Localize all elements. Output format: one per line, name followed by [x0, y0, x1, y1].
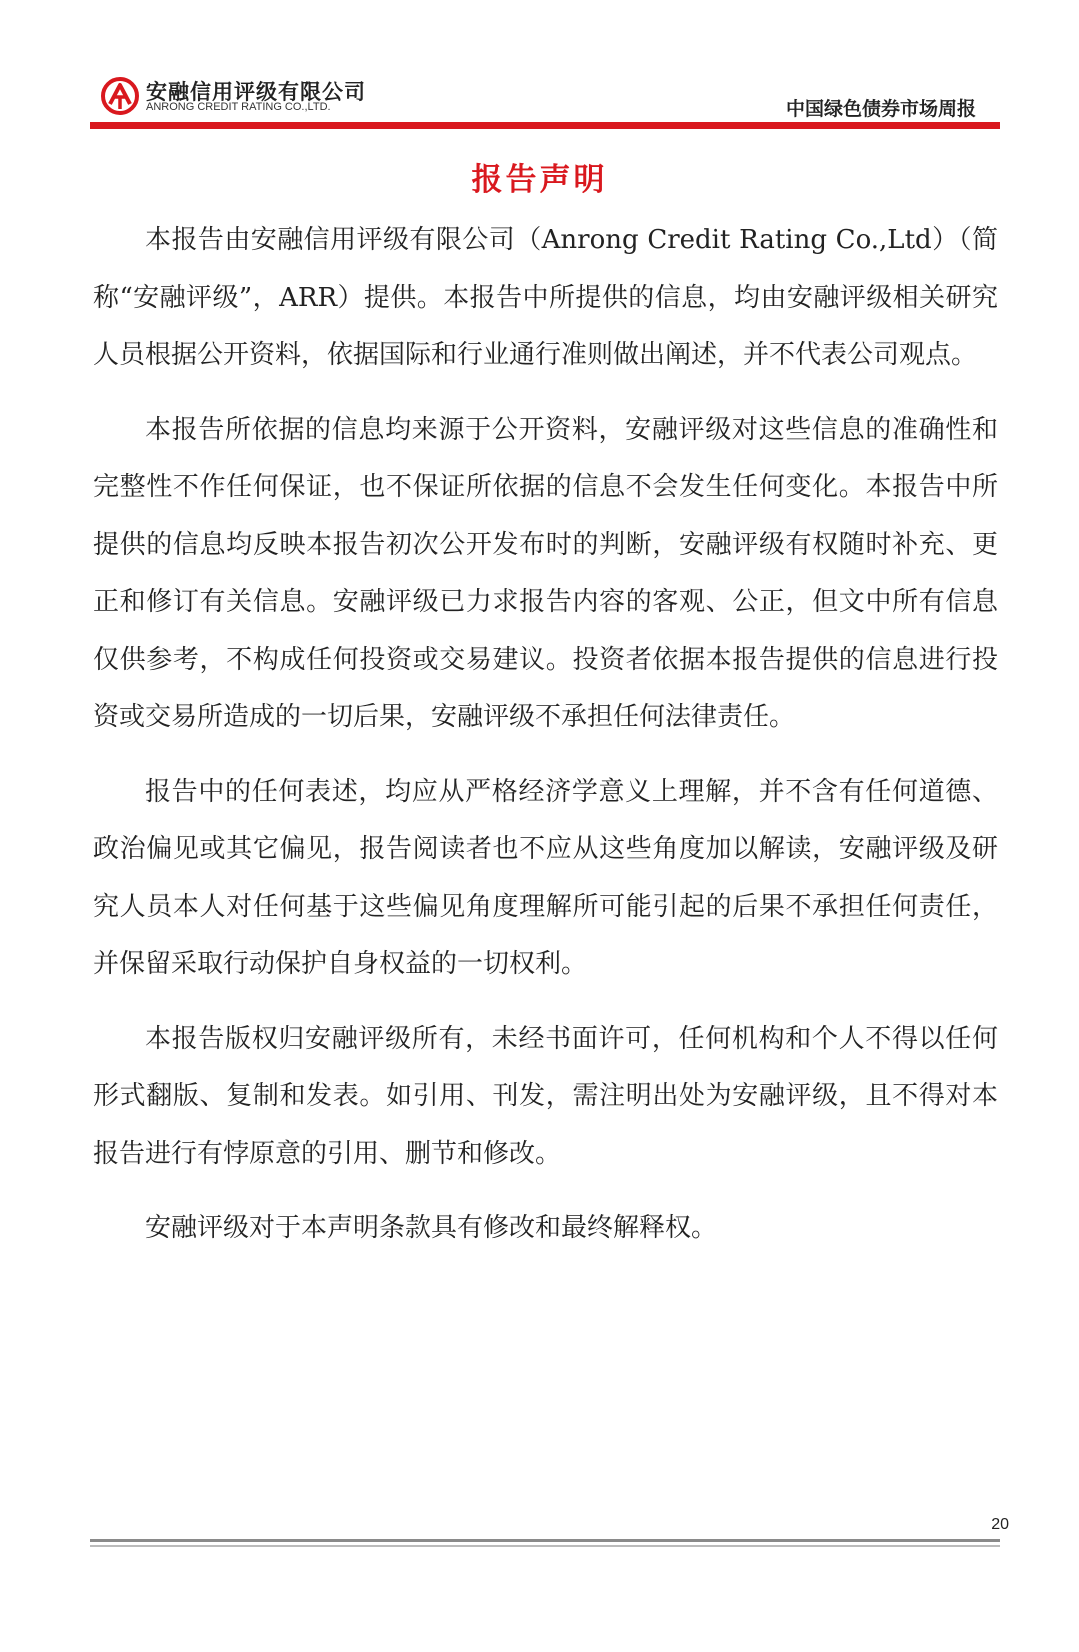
page-number: 20 [991, 1516, 1009, 1533]
footer-divider [90, 1539, 1000, 1542]
header-divider [90, 122, 1000, 129]
statement-paragraph: 安融评级对于本声明条款具有修改和最终解释权。 [145, 1213, 718, 1243]
page-title: 报告声明 [471, 162, 608, 198]
footer-divider-secondary [90, 1545, 1000, 1547]
statement-body [93, 212, 998, 1275]
company-name-en: ANRONG CREDIT RATING CO.,LTD. [146, 101, 331, 113]
report-series-title: 中国绿色债券市场周报 [785, 98, 976, 120]
statement-paragraph: 本报告由安融信用评级有限公司（Anrong Credit Rating Co.,Ltd）（简称“安融评级”，ARR）提供。本报告中所提供的信息，均由安融评级相关研究人员根据公开资料，依据国际和行业通行准则做出阐述，并不代表公司观点。 [93, 225, 998, 370]
statement-paragraph: 本报告所依据的信息均来源于公开资料，安融评级对这些信息的准确性和完整性不作任何保证，也不保证所依据的信息不会发生任何变化。本报告中所提供的信息均反映本报告初次公开发布时的判断，安融评级有权随时补充、更正和修订有关信息。安融评级已力求报告内容的客观、公正，但文中所有信息仅供参考，不构成任何投资或交易建议。投资者依据本报告提供的信息进行投资或交易所造成的一切后果，安融评级不承担任何法律责任。 [93, 414, 998, 732]
anrong-logo-icon [100, 76, 140, 116]
statement-paragraph: 本报告版权归安融评级所有，未经书面许可，任何机构和个人不得以任何形式翻版、复制和发表。如引用、刊发，需注明出处为安融评级，且不得对本报告进行有悖原意的引用、删节和修改。 [93, 1023, 998, 1169]
company-name-cn: 安融信用评级有限公司 [146, 80, 366, 104]
statement-paragraph: 报告中的任何表述，均应从严格经济学意义上理解，并不含有任何道德、政治偏见或其它偏见，报告阅读者也不应从这些角度加以解读，安融评级及研究人员本人对任何基于这些偏见角度理解所可能引起的后果不承担任何责任，并保留采取行动保护自身权益的一切权利。 [93, 776, 998, 979]
